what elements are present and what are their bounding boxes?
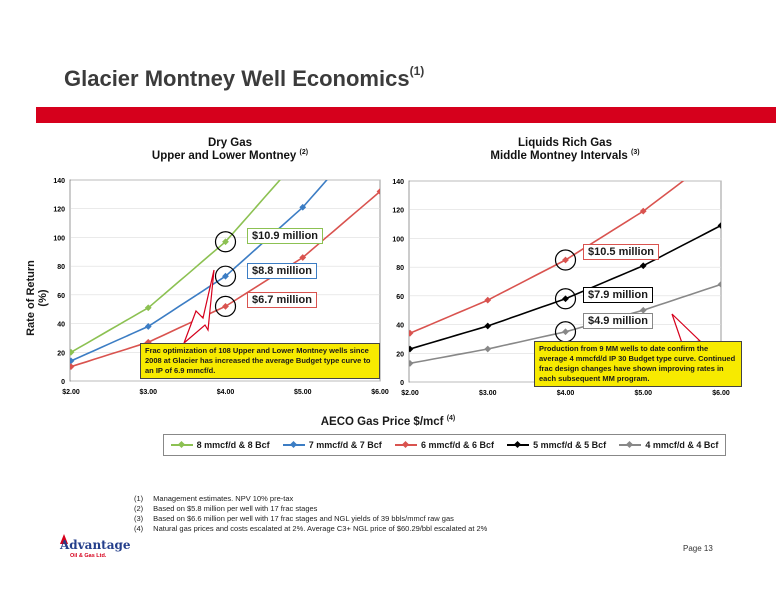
y-tick-label: 40	[57, 321, 65, 329]
legend	[163, 434, 726, 456]
legend-swatch	[507, 444, 529, 446]
callout-right-2: $7.9 million	[583, 287, 653, 303]
company-logo: Advantage	[60, 538, 131, 552]
chart-right-title: Liquids Rich Gas Middle Montney Intervals $^{(3)}$	[490, 137, 640, 162]
footnote: (4) Natural gas prices and costs escalated at 2%. Average C3+ NGL price of $60.29/bbl escalated at 2%	[134, 524, 488, 533]
legend-swatch	[395, 444, 417, 446]
footnote: (2) Based on $5.8 million per well with 17 frac stages	[134, 504, 318, 513]
y-tick-label: 100	[53, 235, 65, 243]
footnote: (1) Management estimates. NPV 10% pre-tax	[134, 494, 294, 503]
callout-left-2: $8.8 million	[247, 263, 317, 279]
y-tick-label: 60	[396, 293, 404, 301]
y-tick-label: 20	[396, 351, 404, 359]
y-tick-label: 20	[57, 350, 65, 358]
y-tick-label: 60	[57, 292, 65, 300]
legend-item: 8 mmcf/d & 8 Bcf	[171, 440, 270, 450]
callout-left-3: $6.7 million	[247, 292, 317, 308]
footnotes	[134, 494, 487, 534]
legend-swatch	[283, 444, 305, 446]
callout-left-1: $10.9 million	[247, 228, 323, 244]
x-tick-label: $3.00	[139, 389, 158, 396]
y-tick-label: 0	[400, 380, 404, 387]
y-tick-label: 40	[396, 322, 404, 330]
legend-swatch	[171, 444, 193, 446]
legend-item: 4 mmcf/d & 4 Bcf	[619, 440, 718, 450]
note-left: Frac optimization of 108 Upper and Lower Montney wells since 2008 at Glacier has increased the average Budget type curve to an IP of 6.9 mmcf/d.	[140, 343, 380, 379]
x-tick-label: $5.00	[293, 389, 312, 396]
x-tick-label: $2.00	[62, 389, 80, 396]
y-tick-label: 80	[396, 265, 404, 273]
x-tick-label: $6.00	[371, 389, 389, 396]
x-tick-label: $5.00	[634, 390, 653, 397]
company-logo-sub: Oil & Gas Ltd.	[70, 553, 107, 559]
x-tick-label: $4.00	[556, 390, 575, 397]
y-axis-label: Rate of Return (%)	[25, 260, 49, 336]
legend-swatch	[619, 444, 641, 446]
x-tick-label: $3.00	[478, 390, 497, 397]
y-tick-label: 100	[392, 236, 404, 244]
x-tick-label: $2.00	[401, 390, 419, 397]
x-tick-label: $6.00	[712, 390, 730, 397]
legend-item: 6 mmcf/d & 6 Bcf	[395, 440, 494, 450]
legend-item: 5 mmcf/d & 5 Bcf	[507, 440, 606, 450]
x-tick-label: $4.00	[216, 389, 235, 396]
page-number: Page 13	[683, 544, 713, 553]
footnote: (3) Based on $6.6 million per well with 17 frac stages and NGL yields of 39 bbls/mmcf raw gas	[134, 514, 454, 523]
chart-left-title: Dry Gas Upper and Lower Montney $^{(2)}$	[151, 137, 309, 162]
y-tick-label: 140	[53, 178, 65, 185]
callout-right-1: $10.5 million	[583, 244, 659, 260]
x-axis-label: AECO Gas Price $/mcf $^{(4)}$	[320, 415, 456, 428]
y-tick-label: 0	[61, 379, 65, 386]
callout-right-3: $4.9 million	[583, 313, 653, 329]
page-title: Glacier Montney Well Economics$^{(1)}$	[64, 64, 425, 91]
y-tick-label: 120	[53, 206, 65, 214]
y-tick-label: 80	[57, 264, 65, 272]
legend-item: 7 mmcf/d & 7 Bcf	[283, 440, 382, 450]
y-tick-label: 120	[392, 207, 404, 215]
note-right: Production from 9 MM wells to date confirm the average 4 mmcfd/d IP 30 Budget type curve. Continued frac design changes have shown improving rates in each subsequent MM program.	[534, 341, 742, 387]
y-tick-label: 140	[392, 179, 404, 186]
